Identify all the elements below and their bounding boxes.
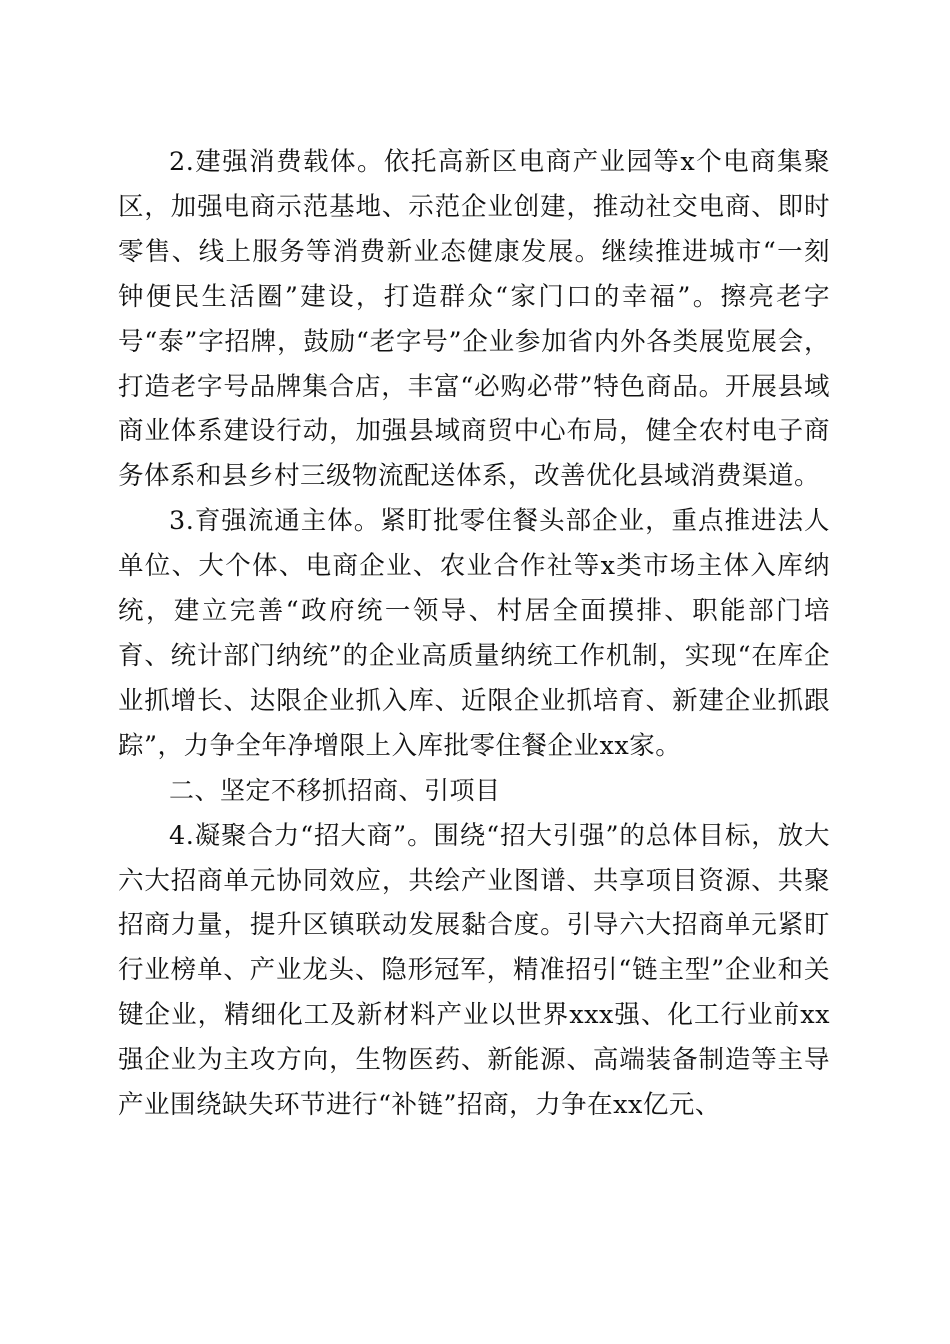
section-heading: 二、坚定不移抓招商、引项目 <box>169 775 501 805</box>
paragraph-4: 4.凝聚合力“招大商”。围绕“招大引强”的总体目标，放大六大招商单元协同效应，共绘产业图谱、共享项目资源、共聚招商力量，提升区镇联动发展黏合度。引导六大招商单元紧盯行业榜单、产业龙头、隐形冠军，精准招引“链主型”企业和关键企业，精细化工及新材料产业以世界xxx强、化工行业前xx强企业为主攻方向，生物医药、新能源、高端装备制造等主导产业围绕缺失环节进行“补链”招商，力争在xx亿元、 <box>118 820 830 1121</box>
paragraph-3: 3.育强流通主体。紧盯批零住餐头部企业，重点推进法人单位、大个体、电商企业、农业合作社等x类市场主体入库纳统，建立完善“政府统一领导、村居全面摸排、职能部门培育、统计部门纳统”的企业高质量纳统工作机制，实现“在库企业抓增长、达限企业抓入库、近限企业抓培育、新建企业抓跟踪”，力争全年净增限上入库批零住餐企业xx家。 <box>118 506 830 761</box>
document-body <box>118 140 830 1128</box>
paragraph-2: 2.建强消费载体。依托高新区电商产业园等x个电商集聚区，加强电商示范基地、示范企业创建，推动社交电商、即时零售、线上服务等消费新业态健康发展。继续推进城市“一刻钟便民生活圈”建设，打造群众“家门口的幸福”。擦亮老字号“泰”字招牌，鼓励“老字号”企业参加省内外各类展览展会，打造老字号品牌集合店，丰富“必购必带”特色商品。开展县域商业体系建设行动，加强县域商贸中心布局，健全农村电子商务体系和县乡村三级物流配送体系，改善优化县域消费渠道。 <box>118 147 830 492</box>
